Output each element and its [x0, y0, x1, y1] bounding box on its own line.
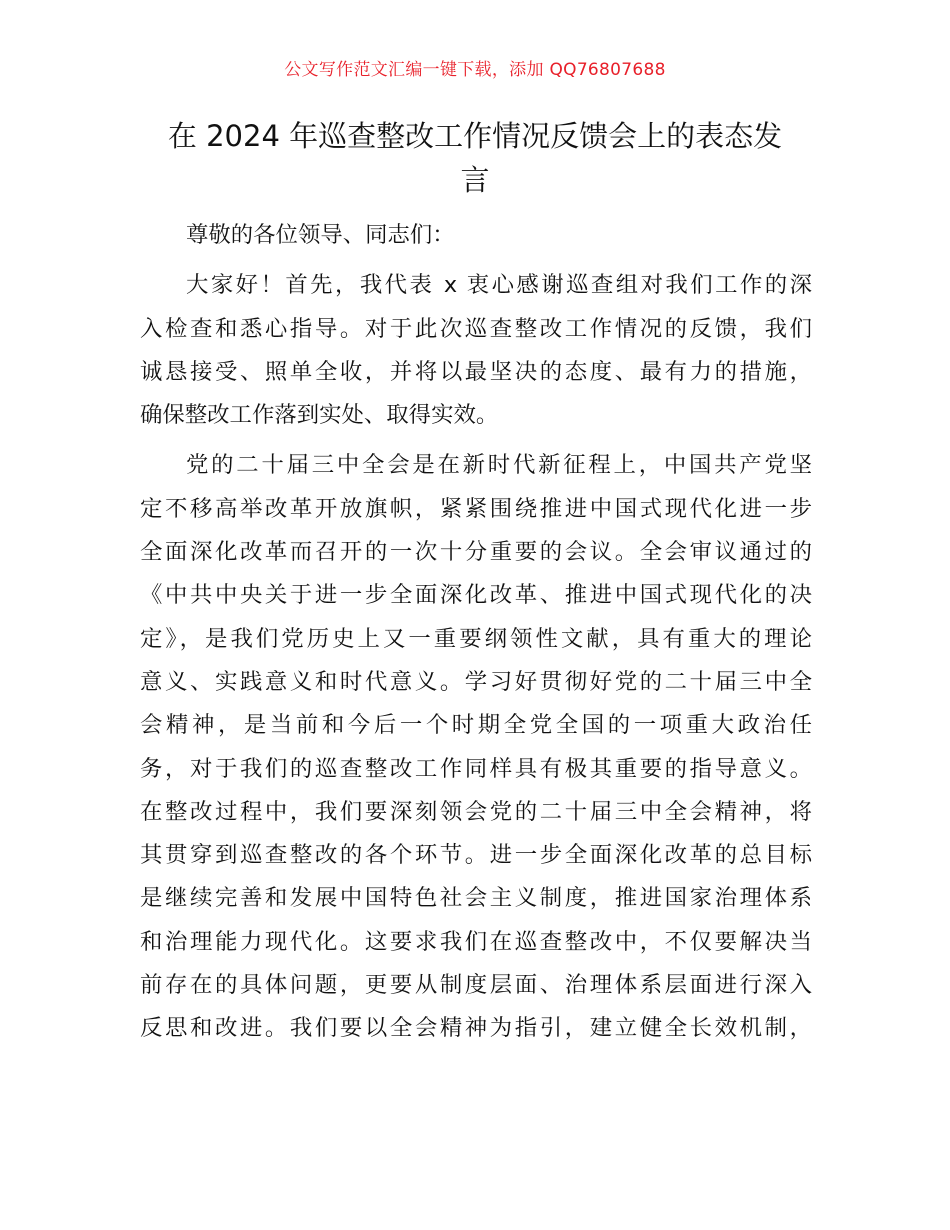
- paragraph-line: 在整改过程中，我们要深刻领会党的二十届三中全会精神，将: [140, 798, 812, 825]
- paragraph-line: 定》，是我们党历史上又一重要纲领性文献，具有重大的理论: [140, 625, 812, 652]
- salutation: 尊敬的各位领导、同志们：: [186, 222, 455, 248]
- title-line-1: 在 2024 年巡查整改工作情况反馈会上的表态发: [167, 119, 783, 153]
- paragraph-line: 《中共中央关于进一步全面深化改革、推进中国式现代化的决: [140, 582, 812, 609]
- title-line-2: 言: [460, 163, 490, 197]
- download-notice: [0, 58, 950, 82]
- document-title: [140, 114, 810, 202]
- paragraph-line: 务，对于我们的巡查整改工作同样具有极其重要的指导意义。: [140, 755, 812, 782]
- paragraph-1: [140, 264, 812, 437]
- paragraph-line: 反思和改进。我们要以全会精神为指引，建立健全长效机制，: [140, 1015, 812, 1042]
- paragraph-line: 会精神，是当前和今后一个时期全党全国的一项重大政治任: [140, 712, 812, 739]
- paragraph-line: 诚恳接受、照单全收，并将以最坚决的态度、最有力的措施，: [140, 358, 812, 385]
- paragraph-line: 大家好！首先，我代表 x 衷心感谢巡查组对我们工作的深: [186, 272, 812, 299]
- paragraph-line: 前存在的具体问题，更要从制度层面、治理体系层面进行深入: [140, 972, 812, 999]
- paragraph-line: 意义、实践意义和时代意义。学习好贯彻好党的二十届三中全: [140, 668, 812, 695]
- paragraph-line: 全面深化改革而召开的一次十分重要的会议。全会审议通过的: [140, 539, 812, 566]
- paragraph-line: 入检查和悉心指导。对于此次巡查整改工作情况的反馈，我们: [140, 315, 812, 342]
- paragraph-2: [140, 444, 812, 1050]
- paragraph-line: 党的二十届三中全会是在新时代新征程上，中国共产党坚: [186, 452, 812, 479]
- paragraph-line: 确保整改工作落到实处、取得实效。: [140, 402, 499, 429]
- download-notice-text: 公文写作范文汇编一键下载，添加 QQ76807688: [284, 60, 666, 80]
- document-body: [140, 214, 812, 1051]
- paragraph-line: 和治理能力现代化。这要求我们在巡查整改中，不仅要解决当: [140, 928, 812, 955]
- paragraph-line: 是继续完善和发展中国特色社会主义制度，推进国家治理体系: [140, 885, 812, 912]
- paragraph-line: 定不移高举改革开放旗帜，紧紧围绕推进中国式现代化进一步: [140, 495, 812, 522]
- paragraph-line: 其贯穿到巡查整改的各个环节。进一步全面深化改革的总目标: [140, 842, 812, 869]
